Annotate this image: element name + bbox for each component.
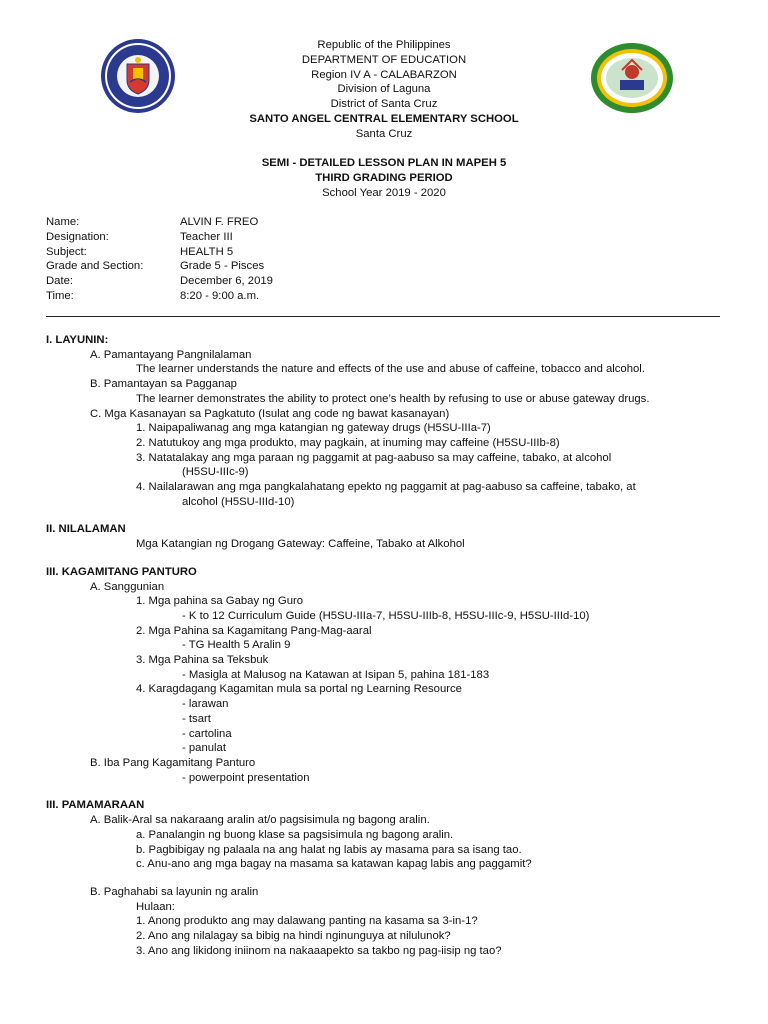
- info-label: Subject:: [46, 245, 87, 258]
- layunin-c-heading: C. Mga Kasanayan sa Pagkatuto (Isulat ang code ng bawat kasanayan): [90, 407, 450, 420]
- kagamitan-item: 4. Karagdagang Kagamitan mula sa portal ng Learning Resource: [136, 683, 462, 696]
- pamamaraan-b-item: 3. Ano ang likidong iniinom na nakaaapekto sa takbo ng pag-iisip ng tao?: [136, 944, 502, 957]
- info-row-time: [46, 289, 273, 304]
- section-heading-layunin: I. LAYUNIN:: [46, 334, 109, 346]
- title-line-1: SEMI - DETAILED LESSON PLAN IN MAPEH 5: [261, 157, 507, 169]
- info-value: Teacher III: [180, 230, 233, 243]
- title-school-year: School Year 2019 - 2020: [322, 186, 446, 199]
- info-value: ALVIN F. FREO: [180, 216, 259, 228]
- nilalaman-text: Mga Katangian ng Drogang Gateway: Caffeine, Tabako at Alkohol: [136, 538, 465, 551]
- info-label: Name:: [46, 216, 80, 228]
- kagamitan-item: 1. Mga pahina sa Gabay ng Guro: [136, 595, 304, 608]
- section-heading-nilalaman: II. NILALAMAN: [46, 523, 126, 536]
- layunin-b-text: The learner demonstrates the ability to protect one’s health by refusing to use or abuse gateway drugs.: [136, 392, 650, 405]
- info-value: 8:20 - 9:00 a.m.: [180, 289, 260, 302]
- section-heading-pamamaraan: III. PAMAMARAAN: [46, 799, 145, 812]
- header-department: DEPARTMENT OF EDUCATION: [301, 53, 467, 66]
- header-town: Santa Cruz: [355, 127, 413, 140]
- kagamitan-subitem: - Masigla at Malusog na Katawan at Isipan 5, pahina 181-183: [182, 668, 490, 681]
- pamamaraan-b-item: 2. Ano ang nilalagay sa bibig na hindi nginunguya at nilulunok?: [136, 930, 451, 943]
- header-region: Region IV A - CALABARZON: [311, 68, 457, 81]
- header-republic: Republic of the Philippines: [317, 39, 451, 51]
- kagamitan-b-heading: B. Iba Pang Kagamitang Panturo: [90, 756, 256, 769]
- layunin-c-item: 4. Nailalarawan ang mga pangkalahatang epekto ng paggamit at pag-aabuso sa caffeine, tabako, at: [136, 481, 636, 494]
- info-row-grade-section: [46, 259, 273, 274]
- pamamaraan-b-item: 1. Anong produkto ang may dalawang panting na kasama sa 3-in-1?: [136, 915, 478, 928]
- layunin-c-item-continued: (H5SU-IIIc-9): [182, 466, 249, 479]
- info-value: December 6, 2019: [180, 275, 273, 288]
- title-grading-period: THIRD GRADING PERIOD: [315, 171, 453, 184]
- pamamaraan-a-item: a. Panalangin ng buong klase sa pagsisimula ng bagong aralin.: [136, 828, 454, 841]
- pamamaraan-a-item: c. Anu-ano ang mga bagay na masama sa katawan kapag labis ang paggamit?: [136, 858, 532, 871]
- info-label: Grade and Section:: [46, 260, 144, 273]
- layunin-a-heading: A. Pamantayang Pangnilalaman: [90, 348, 252, 361]
- lesson-plan-body: [46, 333, 736, 958]
- info-row-subject: [46, 245, 273, 260]
- layunin-c-item: 2. Natutukoy ang mga produkto, may pagkain, at inuming may caffeine (H5SU-IIIb-8): [136, 436, 560, 449]
- info-row-name: [46, 215, 273, 230]
- header-school-name: SANTO ANGEL CENTRAL ELEMENTARY SCHOOL: [249, 112, 519, 125]
- kagamitan-subitem: - K to 12 Curriculum Guide (H5SU-IIIa-7, H5SU-IIIb-8, H5SU-IIIc-9, H5SU-IIId-10): [182, 609, 590, 622]
- kagamitan-subitem: - panulat: [182, 742, 226, 755]
- layunin-c-item: 1. Naipapaliwanag ang mga katangian ng gateway drugs (H5SU-IIIa-7): [136, 422, 491, 435]
- teacher-info-block: [46, 215, 273, 304]
- kagamitan-subitem: - tsart: [182, 712, 211, 725]
- info-row-designation: [46, 230, 273, 245]
- pamamaraan-b-label: Hulaan:: [136, 900, 175, 913]
- document-header: [0, 38, 768, 142]
- layunin-c-item-continued: alcohol (H5SU-IIId-10): [182, 495, 295, 508]
- lesson-plan-title: [0, 156, 768, 200]
- pamamaraan-a-item: b. Pagbibigay ng palaala na ang halat ng labis ay masama para sa isang tao.: [136, 843, 522, 856]
- info-row-date: [46, 274, 273, 289]
- pamamaraan-a-heading: A. Balik-Aral sa nakaraang aralin at/o pagsisimula ng bagong aralin.: [90, 814, 430, 827]
- header-district: District of Santa Cruz: [330, 98, 438, 111]
- kagamitan-subitem: - cartolina: [182, 727, 232, 740]
- pamamaraan-b-heading: B. Paghahabi sa layunin ng aralin: [90, 885, 259, 898]
- kagamitan-item: 2. Mga Pahina sa Kagamitang Pang-Mag-aaral: [136, 624, 372, 637]
- info-value: Grade 5 - Pisces: [180, 260, 265, 273]
- layunin-a-text: The learner understands the nature and effects of the use and abuse of caffeine, tobacco and alcohol.: [136, 363, 645, 376]
- info-value: HEALTH 5: [180, 245, 234, 258]
- info-label: Time:: [46, 289, 74, 302]
- header-division: Division of Laguna: [337, 83, 431, 96]
- layunin-c-item: 3. Natatalakay ang mga paraan ng paggamit at pag-aabuso sa may caffeine, tabako, at alcohol: [136, 451, 612, 464]
- horizontal-divider: [46, 316, 720, 317]
- kagamitan-a-heading: A. Sanggunian: [90, 580, 165, 593]
- kagamitan-subitem: - larawan: [182, 698, 229, 711]
- section-heading-kagamitan: III. KAGAMITANG PANTURO: [46, 565, 197, 578]
- info-label: Designation:: [46, 230, 109, 243]
- kagamitan-item: 3. Mga Pahina sa Teksbuk: [136, 654, 269, 667]
- kagamitan-subitem: - powerpoint presentation: [182, 771, 310, 784]
- info-label: Date:: [46, 275, 74, 288]
- layunin-b-heading: B. Pamantayan sa Pagganap: [90, 378, 237, 391]
- kagamitan-subitem: - TG Health 5 Aralin 9: [182, 639, 291, 652]
